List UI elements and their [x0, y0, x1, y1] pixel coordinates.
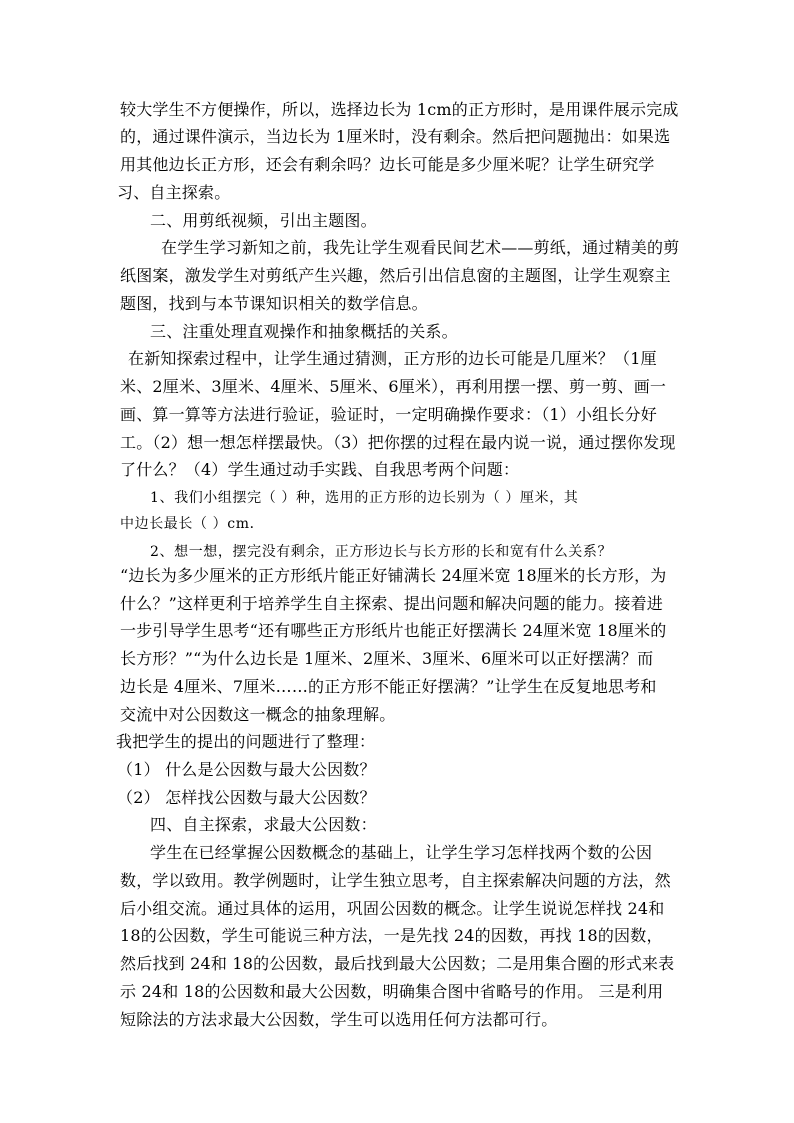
- text-line: 然后找到 24和 18的公因数，最后找到最大公因数；二是用集合圈的形式来表: [120, 954, 675, 973]
- text-line: 18的公因数，学生可能说三种方法，一是先找 24的因数，再找 18的因数，: [120, 926, 663, 945]
- text-line: 后小组交流。通过具体的运用，巩固公因数的概念。让学生说说怎样找 24和: [120, 899, 665, 918]
- question-line: 1、我们小组摆完（ ）种，选用的正方形的边长别为（ ）厘米，其: [150, 490, 579, 506]
- text-line: 在学生学习新知之前，我先让学生观看民间艺术——剪纸，通过精美的剪: [161, 238, 680, 257]
- text-line: 在新知探索过程中，让学生通过猜测，正方形的边长可能是几厘米？（1厘: [128, 349, 657, 368]
- text-line: 边长是 4厘米、7厘米……的正方形不能正好摆满？”让学生在反复地思考和: [120, 677, 657, 696]
- text-line: 什么？”这样更利于培养学生自主探索、提出问题和解决问题的能力。接着进: [120, 594, 663, 613]
- question-line: 中边长最长（ ）cm．: [120, 516, 265, 532]
- text-line: 短除法的方法求最大公因数，学生可以选用任何方法都可行。: [120, 1010, 558, 1029]
- section-heading: 三、注重处理直观操作和抽象概括的关系。: [150, 322, 458, 341]
- text-line: 数，学以致用。教学例题时，让学生独立思考，自主探索解决问题的方法，然: [120, 871, 671, 890]
- text-line: 示 24和 18的公因数和最大公因数，明确集合图中省略号的作用。 三是利用: [120, 982, 664, 1001]
- text-line: 的，通过课件演示，当边长为 1厘米时，没有剩余。然后把问题抛出：如果选: [120, 127, 671, 146]
- text-line: 我把学生的提出的问题进行了整理：: [116, 732, 376, 751]
- text-line: 米、2厘米、3厘米、4厘米、5厘米、6厘米），再利用摆一摆、剪一剪、画一: [120, 377, 667, 396]
- question-line: 2、想一想，摆完没有剩余，正方形边长与长方形的长和宽有什么关系？: [150, 544, 613, 560]
- list-item: （2） 怎样找公因数与最大公因数？: [117, 788, 376, 807]
- text-line: 长方形？”“为什么边长是 1厘米、2厘米、3厘米、6厘米可以正好摆满？而: [120, 649, 654, 668]
- section-heading: 二、用剪纸视频，引出主题图。: [150, 211, 377, 230]
- section-heading: 四、自主探索，求最大公因数：: [150, 815, 377, 834]
- text-line: 一步引导学生思考“还有哪些正方形纸片也能正好摆满长 24厘米宽 18厘米的: [120, 621, 667, 640]
- text-line: 学生在已经掌握公因数概念的基础上，让学生学习怎样找两个数的公因: [150, 843, 653, 862]
- text-line: 较大学生不方便操作，所以，选择边长为 1cm的正方形时，是用课件展示完成: [120, 100, 679, 119]
- text-line: 画、算一算等方法进行验证，验证时，一定明确操作要求：（1）小组长分好: [120, 405, 657, 424]
- text-line: 习、自主探索。: [117, 183, 231, 202]
- text-line: 工。（2）想一想怎样摆最快。（3）把你摆的过程在最内说一说，通过摆你发现: [120, 433, 676, 452]
- text-line: 了什么？（4）学生通过动手实践、自我思考两个问题：: [120, 460, 520, 479]
- text-line: 纸图案，激发学生对剪纸产生兴趣，然后引出信息窗的主题图，让学生观察主: [120, 266, 671, 285]
- text-line: 题图，找到与本节课知识相关的数学信息。: [120, 294, 428, 313]
- text-line: 用其他边长正方形，还会有剩余吗？边长可能是多少厘米呢？让学生研究学: [120, 155, 655, 174]
- text-line: “边长为多少厘米的正方形纸片能正好铺满长 24厘米宽 18厘米的长方形，为: [120, 566, 667, 585]
- text-line: 交流中对公因数这一概念的抽象理解。: [120, 705, 396, 724]
- list-item: （1） 什么是公因数与最大公因数？: [117, 760, 376, 779]
